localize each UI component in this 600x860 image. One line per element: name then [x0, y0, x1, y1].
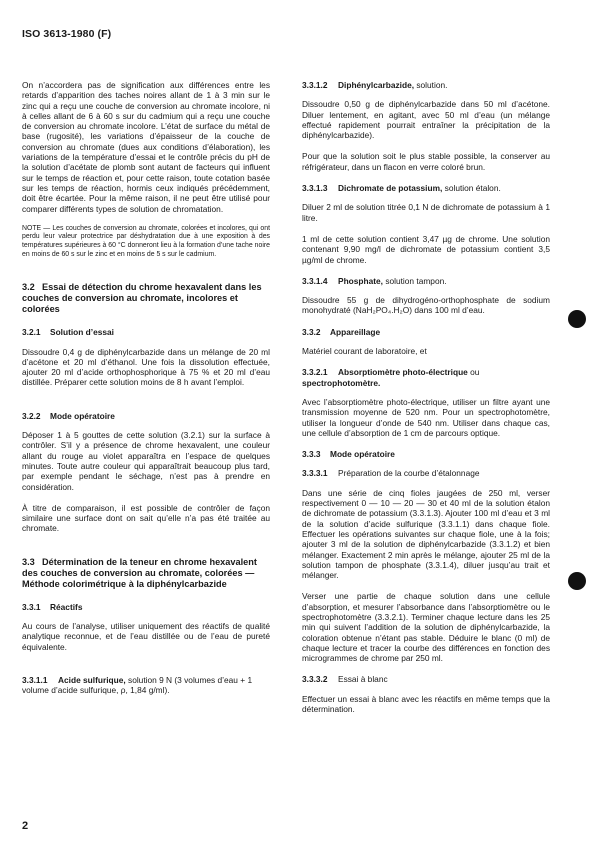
section-3-3-heading [22, 557, 270, 590]
section-title: Détermination de la teneur en chrome hexavalent des couches de conversion au chromate, colorées — Méthode colorimétrique à la diphénylcarbazide [22, 556, 257, 589]
section-number: 3.2.2 [22, 410, 41, 421]
section-3-2-1-heading [22, 327, 270, 337]
paragraph: Dissoudre 55 g de dihydrogéno-orthophosphate de sodium monohydraté (NaH₂PO₄.H₂O) dans 100 ml d’eau. [302, 295, 550, 316]
left-column [22, 80, 270, 706]
section-number: 3.3.3.1 [302, 468, 328, 479]
section-3-3-3-2-heading [302, 674, 550, 684]
section-number: 3.3.1.4 [302, 275, 328, 286]
section-title-2: spectrophotomètre. [302, 377, 381, 388]
section-number: 3.2.1 [22, 327, 41, 338]
section-suffix: solution étalon. [444, 183, 501, 194]
section-title: Dichromate de potassium, [338, 183, 443, 194]
intro-paragraph: On n’accordera pas de signification aux différences entre les retards d’apparition des taches noires allant de 1 à 3 min sur le zinc qui a reçu une couche de conversion au chromate incolore, ni à celles allant de 6 à 60 s sur du cadmium qui a reçu une couche de conversion au chromate incolore. L’état de surface du métal de base (rugosité), les variations d’épaisseur de la couche de conversion au chromate (dues aux conditions d’élaboration), les variations de la température d’essai et le contrôle précis du pH de la solution d’acétate de plomb sont autant de facteurs qui influent sur le temps de réaction et, pour cette raison, toute cotation basée sur les temps de réaction, hormis ceux indiqués précédemment, doit être écartée. Pour la même raison, il ne peut être utilisé pour comparer différents types de solution de chromatation. [22, 80, 270, 214]
section-title: Appareillage [330, 326, 381, 337]
section-3-3-1-4-heading [302, 276, 550, 286]
paragraph: Dissoudre 0,50 g de diphénylcarbazide dans 50 ml d’acétone. Diluer lentement, en agitant, avec 50 ml d’eau (un mélange effectué rapidement pourrait entraîner la précipitation de la diphénylcarbazide). [302, 99, 550, 141]
section-number: 3.3.1.3 [302, 183, 328, 194]
section-3-3-1-3-heading [302, 183, 550, 193]
paragraph: Diluer 2 ml de solution titrée 0,1 N de dichromate de potassium à 1 litre. [302, 202, 550, 223]
paragraph: Dans une série de cinq fioles jaugées de 250 ml, verser respectivement 0 — 10 — 20 — 30 et 40 ml de la solution étalon de dichromate de potassium (3.3.1.3). Ajouter 100 ml d’eau et 3 ml de la solution d’acide sulfurique (3.3.1.1) dans chaque fiole. Effectuer les opérations suivantes sur chaque fiole, une à la fois; ajouter 3 ml de la solution de diphénylcarbazide (3.3.1.2) et bien mélanger. Exactement 2 min après le mélange, ajouter 25 ml de la solution tampon de phosphate (3.3.1.4), diluer jusqu’au trait et mélanger. [302, 487, 550, 581]
paragraph: Verser une partie de chaque solution dans une cellule d’absorption, et mesurer l’absorbance dans l’absorptiomètre ou le spectrophotomètre (3.3.2.1). Terminer chaque lecture dans les 25 min qui suivent l’addition de la solution de diphénylcarbazide, la coloration obtenue n’étant pas stable. Déduire le blanc (0 ml) de chaque lecture et tracer la courbe des différences en fonction des microgrammes de chrome par 250 ml. [302, 591, 550, 664]
section-suffix: ou [470, 367, 480, 378]
section-suffix: solution tampon. [385, 275, 447, 286]
paragraph: Matériel courant de laboratoire, et [302, 346, 427, 357]
section-title: Réactifs [50, 601, 83, 612]
binding-hole-top [568, 310, 586, 328]
section-3-3-1-heading [22, 602, 270, 612]
section-3-3-3-heading [302, 449, 550, 459]
page-number: 2 [22, 820, 29, 832]
section-title: Diphénylcarbazide, [338, 80, 415, 90]
paragraph: Déposer 1 à 5 gouttes de cette solution (3.2.1) sur la surface à contrôler. S’il y a présence de chrome hexavalent, une couleur allant du rouge au violet apparaîtra en l’espace de quelques minutes. Toute autre couleur qui apparaîtrait beaucoup plus tard, par exemple pendant le séchage, n’est pas à prendre en considération. [22, 430, 270, 492]
section-3-3-3-1-heading [302, 468, 550, 478]
section-number: 3.3 [22, 556, 35, 567]
binding-hole-bottom [568, 572, 586, 590]
section-title: Acide sulfurique, [58, 674, 126, 685]
section-number: 3.3.3 [302, 449, 321, 460]
paragraph: Dissoudre 0,4 g de diphénylcarbazide dans un mélange de 20 ml d’acétone et 20 ml d’éthanol. Une fois la dissolution effectuée, ajouter 20 ml d’acide orthophosphorique à 75 % et 20 ml d’eau distillée. Préparer cette solution moins de 8 h avant l’emploi. [22, 346, 270, 388]
note-paragraph: NOTE — Les couches de conversion au chromate, colorées et incolores, qui ont perdu leur valeur protectrice par déshydratation due à une exposition à des températures supérieures à 60 °C donneront lieu à la formation d’une tache noire en moins de 60 s sur le zinc et en moins de 5 s sur le cadmium. [22, 224, 270, 258]
section-3-3-2-1-heading [302, 367, 550, 388]
section-number: 3.3.1.2 [302, 80, 328, 90]
section-number: 3.3.3.2 [302, 674, 328, 685]
section-number: 3.3.2 [302, 326, 321, 337]
section-suffix: solution. [416, 80, 448, 90]
section-3-3-1-2-heading [302, 80, 550, 90]
section-title: Solution d’essai [50, 327, 114, 338]
paragraph: Au cours de l’analyse, utiliser uniquement des réactifs de qualité analytique reconnue, et de l’eau distillée ou de l’eau de pureté équivalente. [22, 620, 270, 652]
section-title: Phosphate, [338, 275, 383, 286]
paragraph: solution 9 N (3 volumes d’eau + 1 volume d’acide sulfurique, ρ, 1,84 g/ml). [22, 674, 253, 696]
section-3-3-2-heading [302, 327, 550, 337]
paragraph: Avec l’absorptiomètre photo-électrique, utiliser un filtre ayant une transmission moyenne de 520 nm. Pour un spectrophotomètre, utiliser la longueur d’onde de 540 nm. Utiliser dans chaque cas, une cellule d’absorption de 1 cm de parcours optique. [302, 396, 550, 438]
section-number: 3.2 [22, 282, 35, 293]
section-title: Mode opératoire [50, 410, 115, 421]
section-title: Essai de détection du chrome hexavalent dans les couches de conversion au chromate, incolores et colorées [22, 282, 262, 315]
section-number: 3.3.2.1 [302, 367, 328, 378]
section-title: Essai à blanc [338, 674, 388, 685]
section-3-2-2-heading [22, 411, 270, 421]
section-3-3-1-1 [22, 675, 270, 696]
document-header: ISO 3613-1980 (F) [22, 28, 112, 40]
section-number: 3.3.1.1 [22, 674, 48, 685]
section-title: Mode opératoire [330, 449, 395, 460]
paragraph: À titre de comparaison, il est possible de contrôler de façon similaire une surface dont on sait qu’elle n’a pas été traitée au chromate. [22, 502, 270, 534]
section-number: 3.3.1 [22, 601, 41, 612]
paragraph: Pour que la solution soit le plus stable possible, la conserver au réfrigérateur, dans un flacon en verre coloré brun. [302, 151, 550, 172]
section-title: Préparation de la courbe d’étalonnage [338, 468, 480, 479]
section-3-2-heading [22, 282, 270, 315]
section-title: Absorptiomètre photo-électrique [338, 367, 468, 378]
paragraph: 1 ml de cette solution contient 3,47 µg de chrome. Une solution contenant 9,90 mg/l de dichromate de potassium contient 3,5 µg/ml de chrome. [302, 233, 550, 265]
right-column [302, 80, 550, 725]
paragraph: Effectuer un essai à blanc avec les réactifs en même temps que la détermination. [302, 693, 550, 715]
